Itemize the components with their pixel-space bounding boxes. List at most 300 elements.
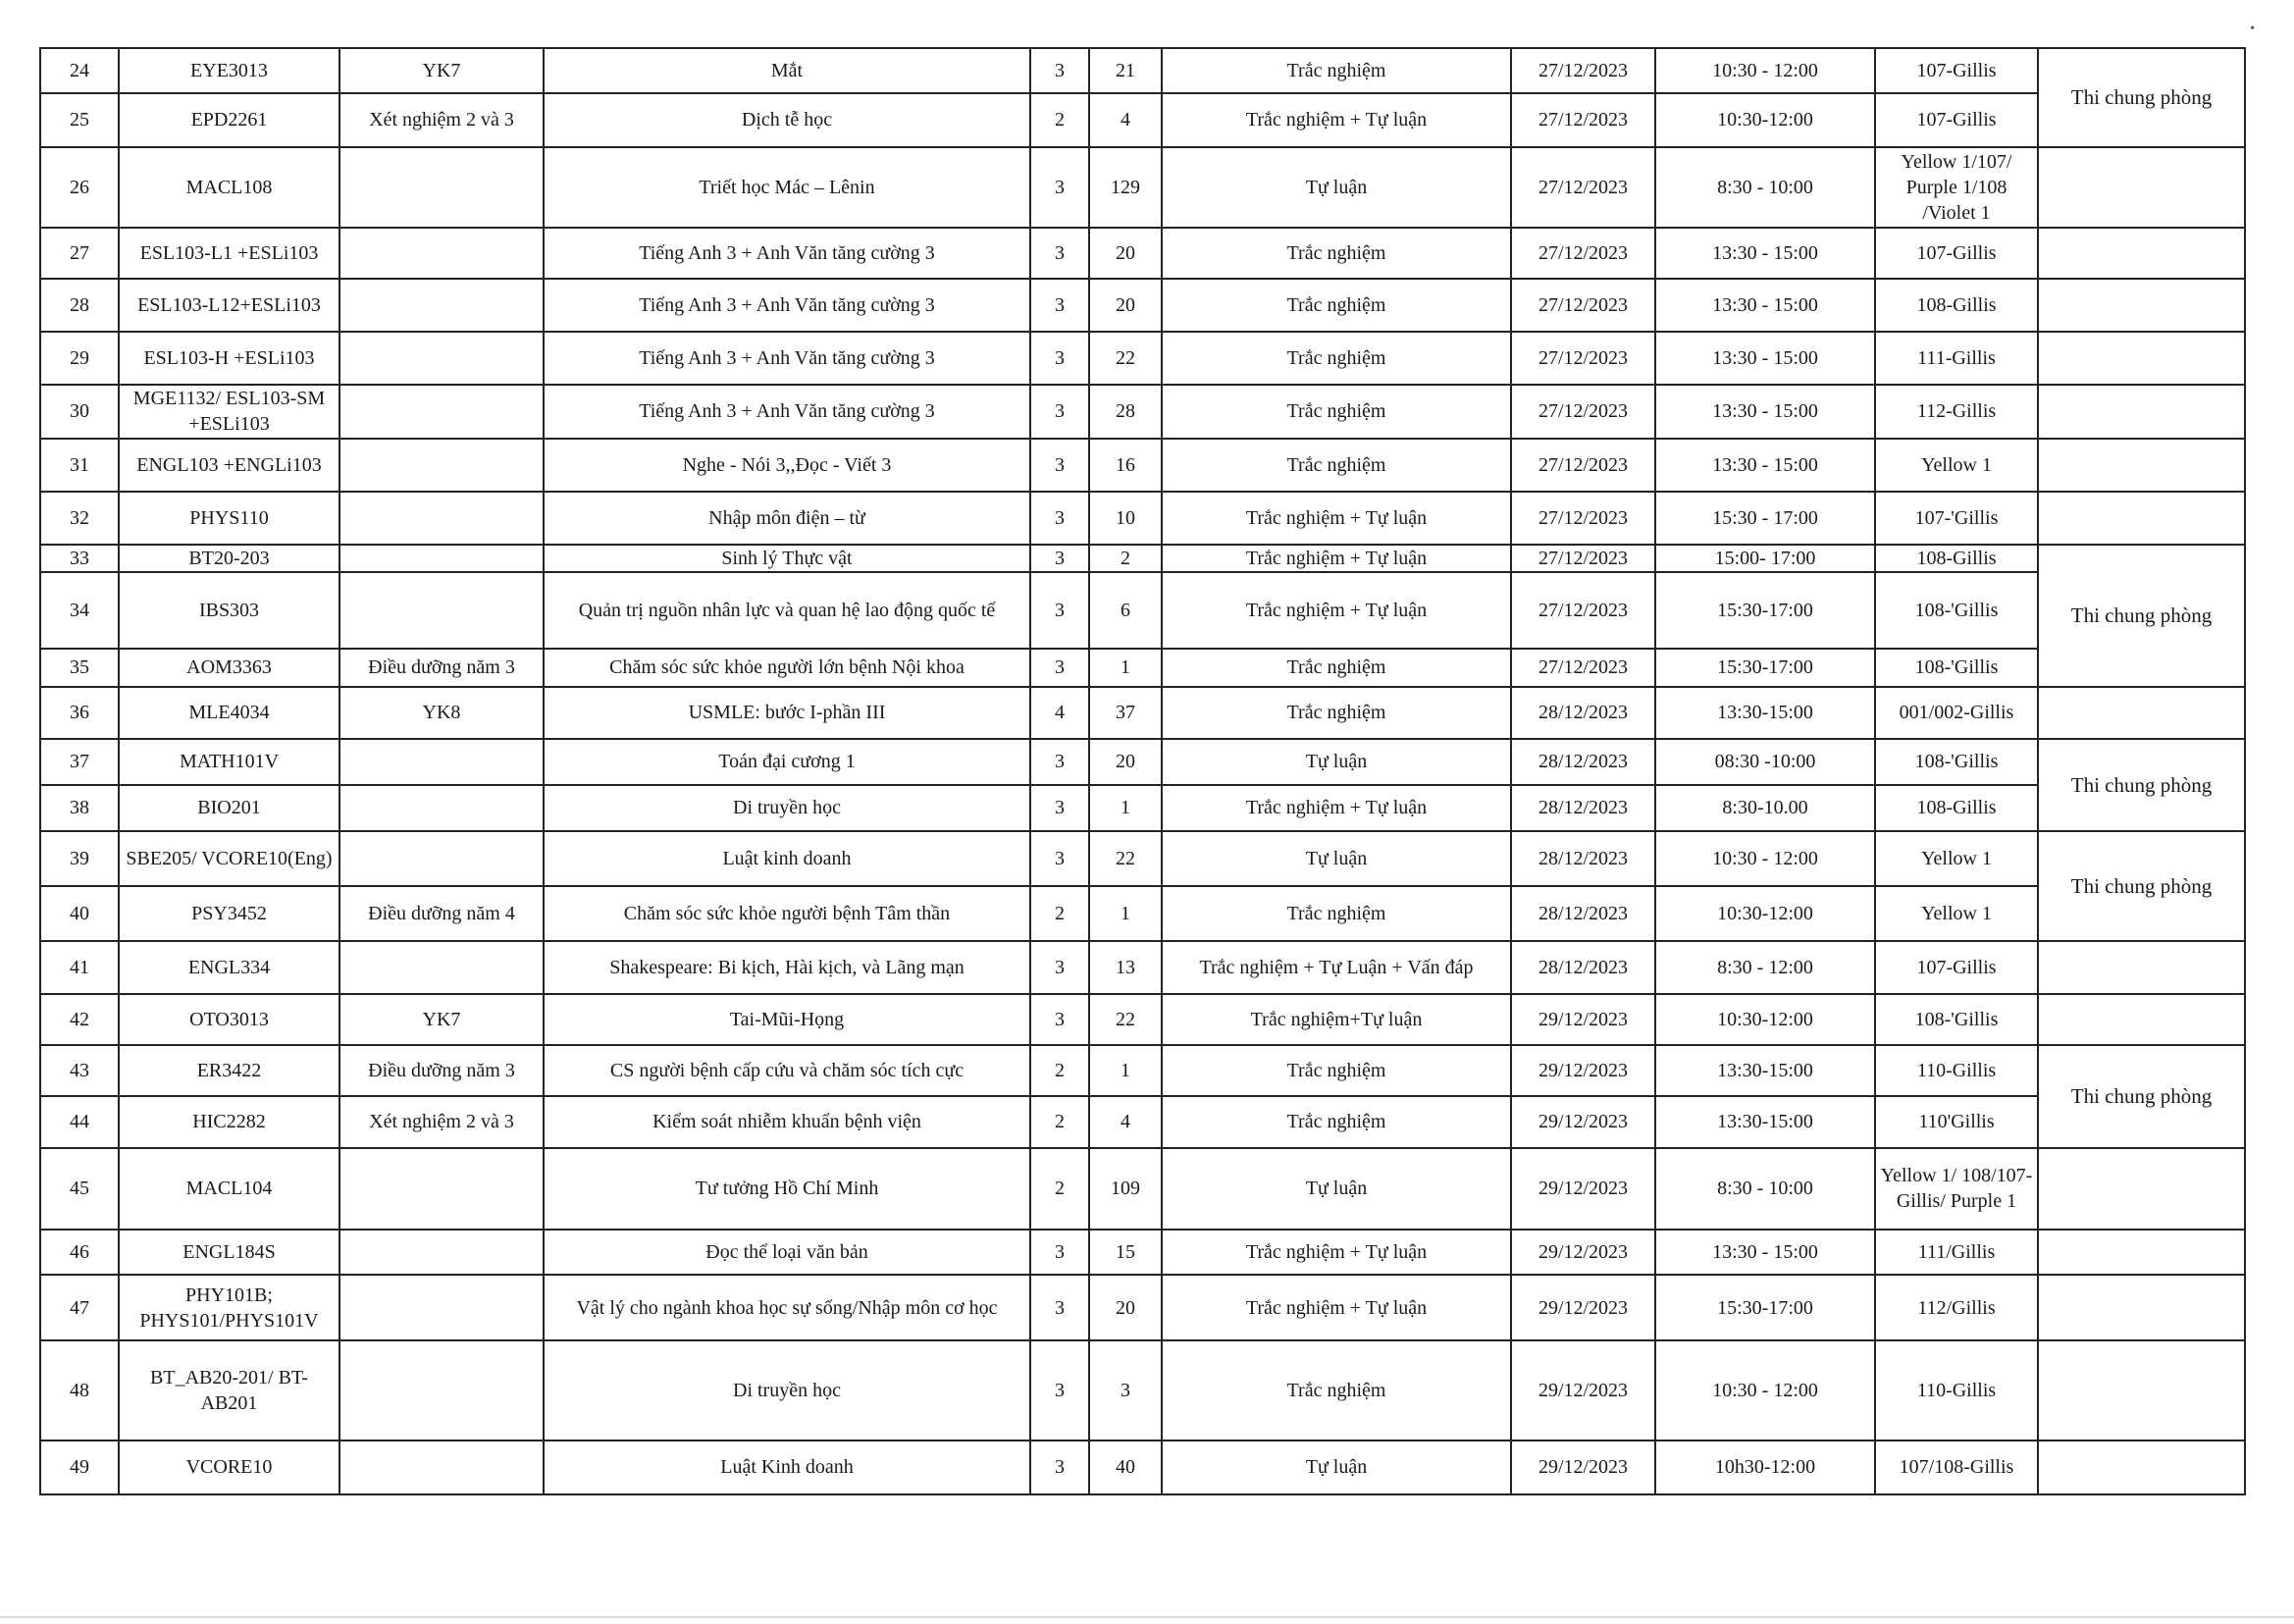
- table-row: [40, 941, 2245, 994]
- row-number-cell: 46: [40, 1230, 119, 1276]
- table-row: [40, 1148, 2245, 1230]
- credits-cell: 3: [1030, 739, 1089, 785]
- exam-room-cell: 108-'Gillis: [1875, 572, 2038, 649]
- course-name-cell: Luật Kinh doanh: [544, 1441, 1030, 1494]
- exam-format-cell: Trắc nghiệm + Tự Luận + Vấn đáp: [1162, 941, 1511, 994]
- student-group-cell: [339, 1148, 544, 1230]
- exam-room-cell: 108-'Gillis: [1875, 739, 2038, 785]
- table-row: [40, 93, 2245, 147]
- student-count-cell: 28: [1089, 385, 1162, 439]
- credits-cell: 3: [1030, 385, 1089, 439]
- student-count-cell: 3: [1089, 1340, 1162, 1441]
- course-name-cell: Tư tưởng Hồ Chí Minh: [544, 1148, 1030, 1230]
- exam-date-cell: 29/12/2023: [1511, 1275, 1655, 1339]
- student-count-cell: 15: [1089, 1230, 1162, 1276]
- exam-date-cell: 27/12/2023: [1511, 572, 1655, 649]
- course-name-cell: Đọc thể loại văn bản: [544, 1230, 1030, 1276]
- course-name-cell: Sinh lý Thực vật: [544, 545, 1030, 573]
- table-row: [40, 886, 2245, 941]
- course-code-cell: EPD2261: [119, 93, 339, 147]
- note-cell: [2038, 492, 2245, 545]
- student-count-cell: 37: [1089, 687, 1162, 739]
- student-group-cell: Điều dưỡng năm 3: [339, 649, 544, 687]
- course-name-cell: Nghe - Nói 3,,Đọc - Viết 3: [544, 439, 1030, 492]
- credits-cell: 2: [1030, 886, 1089, 941]
- exam-date-cell: 27/12/2023: [1511, 48, 1655, 93]
- note-cell: [2038, 332, 2245, 385]
- row-number-cell: 38: [40, 785, 119, 831]
- note-cell: Thi chung phòng: [2038, 545, 2245, 687]
- student-group-cell: Điều dưỡng năm 3: [339, 1045, 544, 1096]
- exam-room-cell: 107-Gillis: [1875, 48, 2038, 93]
- exam-format-cell: Trắc nghiệm: [1162, 1340, 1511, 1441]
- credits-cell: 3: [1030, 147, 1089, 228]
- note-cell: [2038, 994, 2245, 1045]
- exam-room-cell: 107-Gillis: [1875, 228, 2038, 279]
- course-code-cell: ENGL334: [119, 941, 339, 994]
- exam-room-cell: 110'Gillis: [1875, 1096, 2038, 1148]
- student-count-cell: 4: [1089, 1096, 1162, 1148]
- table-row: [40, 385, 2245, 439]
- exam-room-cell: 107-Gillis: [1875, 93, 2038, 147]
- exam-time-cell: 10:30-12:00: [1655, 994, 1875, 1045]
- exam-room-cell: 110-Gillis: [1875, 1045, 2038, 1096]
- exam-format-cell: Tự luận: [1162, 1148, 1511, 1230]
- row-number-cell: 41: [40, 941, 119, 994]
- student-count-cell: 20: [1089, 1275, 1162, 1339]
- credits-cell: 3: [1030, 1275, 1089, 1339]
- student-count-cell: 40: [1089, 1441, 1162, 1494]
- table-row: [40, 492, 2245, 545]
- exam-format-cell: Trắc nghiệm: [1162, 1096, 1511, 1148]
- exam-date-cell: 27/12/2023: [1511, 439, 1655, 492]
- student-group-cell: [339, 941, 544, 994]
- table-row: [40, 439, 2245, 492]
- note-cell: Thi chung phòng: [2038, 831, 2245, 941]
- exam-date-cell: 27/12/2023: [1511, 649, 1655, 687]
- course-name-cell: Tai-Mũi-Họng: [544, 994, 1030, 1045]
- exam-room-cell: 111-Gillis: [1875, 332, 2038, 385]
- table-row: [40, 48, 2245, 93]
- student-group-cell: YK7: [339, 994, 544, 1045]
- exam-time-cell: 15:30-17:00: [1655, 1275, 1875, 1339]
- exam-room-cell: 110-Gillis: [1875, 1340, 2038, 1441]
- exam-time-cell: 13:30-15:00: [1655, 687, 1875, 739]
- table-row: [40, 1096, 2245, 1148]
- credits-cell: 3: [1030, 1441, 1089, 1494]
- exam-time-cell: 13:30 - 15:00: [1655, 228, 1875, 279]
- exam-time-cell: 13:30-15:00: [1655, 1045, 1875, 1096]
- exam-date-cell: 27/12/2023: [1511, 492, 1655, 545]
- table-row: [40, 545, 2245, 573]
- exam-time-cell: 13:30 - 15:00: [1655, 385, 1875, 439]
- note-cell: [2038, 687, 2245, 739]
- student-count-cell: 13: [1089, 941, 1162, 994]
- student-count-cell: 20: [1089, 739, 1162, 785]
- credits-cell: 4: [1030, 687, 1089, 739]
- exam-schedule-table: [39, 47, 2246, 1495]
- course-code-cell: PHYS110: [119, 492, 339, 545]
- course-code-cell: MGE1132/ ESL103-SM +ESLi103: [119, 385, 339, 439]
- student-count-cell: 1: [1089, 886, 1162, 941]
- student-count-cell: 16: [1089, 439, 1162, 492]
- credits-cell: 2: [1030, 1096, 1089, 1148]
- row-number-cell: 29: [40, 332, 119, 385]
- student-count-cell: 22: [1089, 332, 1162, 385]
- course-name-cell: Kiểm soát nhiễm khuẩn bệnh viện: [544, 1096, 1030, 1148]
- exam-time-cell: 10h30-12:00: [1655, 1441, 1875, 1494]
- exam-room-cell: 108-Gillis: [1875, 785, 2038, 831]
- exam-time-cell: 15:30-17:00: [1655, 572, 1875, 649]
- credits-cell: 3: [1030, 941, 1089, 994]
- student-count-cell: 1: [1089, 1045, 1162, 1096]
- course-code-cell: MACL104: [119, 1148, 339, 1230]
- exam-room-cell: 108-'Gillis: [1875, 649, 2038, 687]
- student-count-cell: 1: [1089, 649, 1162, 687]
- exam-time-cell: 8:30-10.00: [1655, 785, 1875, 831]
- credits-cell: 3: [1030, 332, 1089, 385]
- page-marker: •: [2250, 22, 2255, 36]
- scan-edge-divider: [0, 1616, 2294, 1618]
- exam-time-cell: 8:30 - 10:00: [1655, 1148, 1875, 1230]
- exam-format-cell: Trắc nghiệm: [1162, 886, 1511, 941]
- course-code-cell: MLE4034: [119, 687, 339, 739]
- exam-format-cell: Trắc nghiệm + Tự luận: [1162, 572, 1511, 649]
- course-name-cell: CS người bệnh cấp cứu và chăm sóc tích cực: [544, 1045, 1030, 1096]
- exam-room-cell: 107-'Gillis: [1875, 492, 2038, 545]
- exam-schedule-sheet: [39, 47, 2244, 1495]
- row-number-cell: 24: [40, 48, 119, 93]
- exam-format-cell: Trắc nghiệm + Tự luận: [1162, 93, 1511, 147]
- student-count-cell: 22: [1089, 831, 1162, 886]
- course-name-cell: Nhập môn điện – từ: [544, 492, 1030, 545]
- exam-date-cell: 27/12/2023: [1511, 279, 1655, 332]
- student-group-cell: YK7: [339, 48, 544, 93]
- exam-date-cell: 27/12/2023: [1511, 93, 1655, 147]
- exam-format-cell: Trắc nghiệm + Tự luận: [1162, 545, 1511, 573]
- row-number-cell: 36: [40, 687, 119, 739]
- table-row: [40, 228, 2245, 279]
- exam-time-cell: 15:00- 17:00: [1655, 545, 1875, 573]
- exam-format-cell: Trắc nghiệm: [1162, 332, 1511, 385]
- course-code-cell: PSY3452: [119, 886, 339, 941]
- table-row: [40, 1441, 2245, 1494]
- course-code-cell: ESL103-L1 +ESLi103: [119, 228, 339, 279]
- row-number-cell: 28: [40, 279, 119, 332]
- course-code-cell: IBS303: [119, 572, 339, 649]
- schedule-body: [40, 48, 2245, 1494]
- course-code-cell: BIO201: [119, 785, 339, 831]
- credits-cell: 3: [1030, 831, 1089, 886]
- credits-cell: 3: [1030, 439, 1089, 492]
- exam-time-cell: 15:30-17:00: [1655, 649, 1875, 687]
- exam-room-cell: Yellow 1: [1875, 439, 2038, 492]
- exam-room-cell: Yellow 1/107/ Purple 1/108 /Violet 1: [1875, 147, 2038, 228]
- exam-format-cell: Trắc nghiệm + Tự luận: [1162, 785, 1511, 831]
- table-row: [40, 1045, 2245, 1096]
- course-name-cell: Tiếng Anh 3 + Anh Văn tăng cường 3: [544, 228, 1030, 279]
- table-row: [40, 739, 2245, 785]
- credits-cell: 3: [1030, 545, 1089, 573]
- exam-format-cell: Trắc nghiệm: [1162, 48, 1511, 93]
- note-cell: [2038, 1275, 2245, 1339]
- exam-date-cell: 29/12/2023: [1511, 1340, 1655, 1441]
- credits-cell: 3: [1030, 279, 1089, 332]
- credits-cell: 3: [1030, 1340, 1089, 1441]
- row-number-cell: 35: [40, 649, 119, 687]
- course-code-cell: ENGL103 +ENGLi103: [119, 439, 339, 492]
- credits-cell: 2: [1030, 93, 1089, 147]
- exam-date-cell: 29/12/2023: [1511, 1148, 1655, 1230]
- credits-cell: 3: [1030, 572, 1089, 649]
- course-name-cell: Di truyền học: [544, 1340, 1030, 1441]
- exam-format-cell: Tự luận: [1162, 831, 1511, 886]
- row-number-cell: 32: [40, 492, 119, 545]
- exam-time-cell: 10:30 - 12:00: [1655, 831, 1875, 886]
- exam-time-cell: 13:30-15:00: [1655, 1096, 1875, 1148]
- row-number-cell: 42: [40, 994, 119, 1045]
- course-code-cell: AOM3363: [119, 649, 339, 687]
- table-row: [40, 649, 2245, 687]
- student-count-cell: 21: [1089, 48, 1162, 93]
- exam-room-cell: 108-Gillis: [1875, 545, 2038, 573]
- course-code-cell: HIC2282: [119, 1096, 339, 1148]
- student-group-cell: [339, 739, 544, 785]
- exam-time-cell: 08:30 -10:00: [1655, 739, 1875, 785]
- table-row: [40, 1340, 2245, 1441]
- student-group-cell: [339, 1340, 544, 1441]
- student-group-cell: Điều dưỡng năm 4: [339, 886, 544, 941]
- exam-room-cell: Yellow 1: [1875, 831, 2038, 886]
- exam-room-cell: 111/Gillis: [1875, 1230, 2038, 1276]
- table-row: [40, 1230, 2245, 1276]
- exam-room-cell: 112/Gillis: [1875, 1275, 2038, 1339]
- student-group-cell: [339, 147, 544, 228]
- exam-format-cell: Trắc nghiệm: [1162, 1045, 1511, 1096]
- student-group-cell: [339, 785, 544, 831]
- student-group-cell: [339, 279, 544, 332]
- course-code-cell: ER3422: [119, 1045, 339, 1096]
- exam-time-cell: 13:30 - 15:00: [1655, 439, 1875, 492]
- student-group-cell: Xét nghiệm 2 và 3: [339, 93, 544, 147]
- exam-room-cell: Yellow 1/ 108/107-Gillis/ Purple 1: [1875, 1148, 2038, 1230]
- course-name-cell: Tiếng Anh 3 + Anh Văn tăng cường 3: [544, 279, 1030, 332]
- exam-room-cell: 107-Gillis: [1875, 941, 2038, 994]
- course-code-cell: MATH101V: [119, 739, 339, 785]
- course-name-cell: Chăm sóc sức khỏe người lớn bệnh Nội khoa: [544, 649, 1030, 687]
- student-count-cell: 10: [1089, 492, 1162, 545]
- exam-date-cell: 28/12/2023: [1511, 831, 1655, 886]
- note-cell: [2038, 1148, 2245, 1230]
- note-cell: [2038, 147, 2245, 228]
- course-code-cell: ESL103-L12+ESLi103: [119, 279, 339, 332]
- note-cell: [2038, 1340, 2245, 1441]
- course-name-cell: Quản trị nguồn nhân lực và quan hệ lao động quốc tế: [544, 572, 1030, 649]
- row-number-cell: 27: [40, 228, 119, 279]
- course-name-cell: Dịch tễ học: [544, 93, 1030, 147]
- course-name-cell: Luật kinh doanh: [544, 831, 1030, 886]
- student-count-cell: 22: [1089, 994, 1162, 1045]
- exam-date-cell: 29/12/2023: [1511, 1096, 1655, 1148]
- exam-format-cell: Tự luận: [1162, 147, 1511, 228]
- course-name-cell: Triết học Mác – Lênin: [544, 147, 1030, 228]
- course-code-cell: VCORE10: [119, 1441, 339, 1494]
- credits-cell: 3: [1030, 48, 1089, 93]
- course-code-cell: EYE3013: [119, 48, 339, 93]
- row-number-cell: 30: [40, 385, 119, 439]
- credits-cell: 2: [1030, 1045, 1089, 1096]
- note-cell: Thi chung phòng: [2038, 48, 2245, 147]
- student-group-cell: [339, 1230, 544, 1276]
- exam-date-cell: 29/12/2023: [1511, 1045, 1655, 1096]
- course-name-cell: Shakespeare: Bi kịch, Hài kịch, và Lãng mạn: [544, 941, 1030, 994]
- student-group-cell: [339, 1441, 544, 1494]
- table-row: [40, 279, 2245, 332]
- exam-format-cell: Trắc nghiệm + Tự luận: [1162, 1230, 1511, 1276]
- exam-date-cell: 29/12/2023: [1511, 994, 1655, 1045]
- credits-cell: 3: [1030, 228, 1089, 279]
- course-name-cell: Vật lý cho ngành khoa học sự sống/Nhập môn cơ học: [544, 1275, 1030, 1339]
- course-code-cell: ESL103-H +ESLi103: [119, 332, 339, 385]
- note-cell: [2038, 279, 2245, 332]
- exam-date-cell: 27/12/2023: [1511, 385, 1655, 439]
- student-count-cell: 1: [1089, 785, 1162, 831]
- note-cell: Thi chung phòng: [2038, 739, 2245, 831]
- student-group-cell: [339, 228, 544, 279]
- table-row: [40, 572, 2245, 649]
- exam-date-cell: 28/12/2023: [1511, 687, 1655, 739]
- exam-format-cell: Trắc nghiệm+Tự luận: [1162, 994, 1511, 1045]
- row-number-cell: 47: [40, 1275, 119, 1339]
- exam-time-cell: 10:30 - 12:00: [1655, 1340, 1875, 1441]
- note-cell: [2038, 1441, 2245, 1494]
- exam-room-cell: 108-Gillis: [1875, 279, 2038, 332]
- row-number-cell: 34: [40, 572, 119, 649]
- exam-date-cell: 28/12/2023: [1511, 785, 1655, 831]
- exam-time-cell: 10:30 - 12:00: [1655, 48, 1875, 93]
- exam-time-cell: 13:30 - 15:00: [1655, 332, 1875, 385]
- exam-format-cell: Trắc nghiệm: [1162, 687, 1511, 739]
- note-cell: [2038, 1230, 2245, 1276]
- exam-time-cell: 8:30 - 10:00: [1655, 147, 1875, 228]
- table-row: [40, 994, 2245, 1045]
- course-name-cell: Toán đại cương 1: [544, 739, 1030, 785]
- course-code-cell: ENGL184S: [119, 1230, 339, 1276]
- student-group-cell: [339, 572, 544, 649]
- note-cell: [2038, 941, 2245, 994]
- course-name-cell: Mắt: [544, 48, 1030, 93]
- exam-room-cell: 112-Gillis: [1875, 385, 2038, 439]
- credits-cell: 3: [1030, 492, 1089, 545]
- credits-cell: 3: [1030, 994, 1089, 1045]
- exam-time-cell: 15:30 - 17:00: [1655, 492, 1875, 545]
- student-count-cell: 129: [1089, 147, 1162, 228]
- course-code-cell: BT_AB20-201/ BT-AB201: [119, 1340, 339, 1441]
- exam-format-cell: Trắc nghiệm: [1162, 649, 1511, 687]
- student-group-cell: [339, 439, 544, 492]
- credits-cell: 2: [1030, 1148, 1089, 1230]
- row-number-cell: 45: [40, 1148, 119, 1230]
- course-name-cell: USMLE: bước I-phần III: [544, 687, 1030, 739]
- exam-date-cell: 29/12/2023: [1511, 1441, 1655, 1494]
- exam-room-cell: 107/108-Gillis: [1875, 1441, 2038, 1494]
- exam-date-cell: 28/12/2023: [1511, 739, 1655, 785]
- exam-time-cell: 8:30 - 12:00: [1655, 941, 1875, 994]
- exam-date-cell: 28/12/2023: [1511, 941, 1655, 994]
- course-code-cell: SBE205/ VCORE10(Eng): [119, 831, 339, 886]
- course-code-cell: MACL108: [119, 147, 339, 228]
- exam-room-cell: 001/002-Gillis: [1875, 687, 2038, 739]
- exam-time-cell: 13:30 - 15:00: [1655, 279, 1875, 332]
- note-cell: [2038, 228, 2245, 279]
- student-group-cell: [339, 332, 544, 385]
- exam-format-cell: Trắc nghiệm + Tự luận: [1162, 492, 1511, 545]
- student-group-cell: [339, 831, 544, 886]
- exam-room-cell: Yellow 1: [1875, 886, 2038, 941]
- student-group-cell: [339, 385, 544, 439]
- student-count-cell: 2: [1089, 545, 1162, 573]
- exam-date-cell: 27/12/2023: [1511, 332, 1655, 385]
- exam-date-cell: 27/12/2023: [1511, 228, 1655, 279]
- exam-date-cell: 27/12/2023: [1511, 545, 1655, 573]
- student-count-cell: 20: [1089, 279, 1162, 332]
- row-number-cell: 40: [40, 886, 119, 941]
- exam-format-cell: Tự luận: [1162, 1441, 1511, 1494]
- table-row: [40, 1275, 2245, 1339]
- exam-date-cell: 29/12/2023: [1511, 1230, 1655, 1276]
- row-number-cell: 25: [40, 93, 119, 147]
- exam-date-cell: 28/12/2023: [1511, 886, 1655, 941]
- table-row: [40, 831, 2245, 886]
- course-code-cell: PHY101B; PHYS101/PHYS101V: [119, 1275, 339, 1339]
- credits-cell: 3: [1030, 785, 1089, 831]
- table-row: [40, 332, 2245, 385]
- student-count-cell: 6: [1089, 572, 1162, 649]
- course-name-cell: Chăm sóc sức khỏe người bệnh Tâm thần: [544, 886, 1030, 941]
- course-code-cell: OTO3013: [119, 994, 339, 1045]
- table-row: [40, 147, 2245, 228]
- row-number-cell: 39: [40, 831, 119, 886]
- note-cell: Thi chung phòng: [2038, 1045, 2245, 1148]
- student-count-cell: 109: [1089, 1148, 1162, 1230]
- row-number-cell: 48: [40, 1340, 119, 1441]
- row-number-cell: 43: [40, 1045, 119, 1096]
- note-cell: [2038, 385, 2245, 439]
- student-group-cell: [339, 492, 544, 545]
- student-group-cell: [339, 1275, 544, 1339]
- exam-time-cell: 13:30 - 15:00: [1655, 1230, 1875, 1276]
- exam-format-cell: Trắc nghiệm + Tự luận: [1162, 1275, 1511, 1339]
- note-cell: [2038, 439, 2245, 492]
- row-number-cell: 44: [40, 1096, 119, 1148]
- student-count-cell: 20: [1089, 228, 1162, 279]
- course-name-cell: Di truyền học: [544, 785, 1030, 831]
- table-row: [40, 785, 2245, 831]
- course-code-cell: BT20-203: [119, 545, 339, 573]
- row-number-cell: 33: [40, 545, 119, 573]
- student-group-cell: [339, 545, 544, 573]
- exam-time-cell: 10:30-12:00: [1655, 93, 1875, 147]
- student-count-cell: 4: [1089, 93, 1162, 147]
- table-row: [40, 687, 2245, 739]
- row-number-cell: 49: [40, 1441, 119, 1494]
- credits-cell: 3: [1030, 649, 1089, 687]
- exam-format-cell: Trắc nghiệm: [1162, 228, 1511, 279]
- exam-date-cell: 27/12/2023: [1511, 147, 1655, 228]
- row-number-cell: 31: [40, 439, 119, 492]
- exam-format-cell: Tự luận: [1162, 739, 1511, 785]
- row-number-cell: 37: [40, 739, 119, 785]
